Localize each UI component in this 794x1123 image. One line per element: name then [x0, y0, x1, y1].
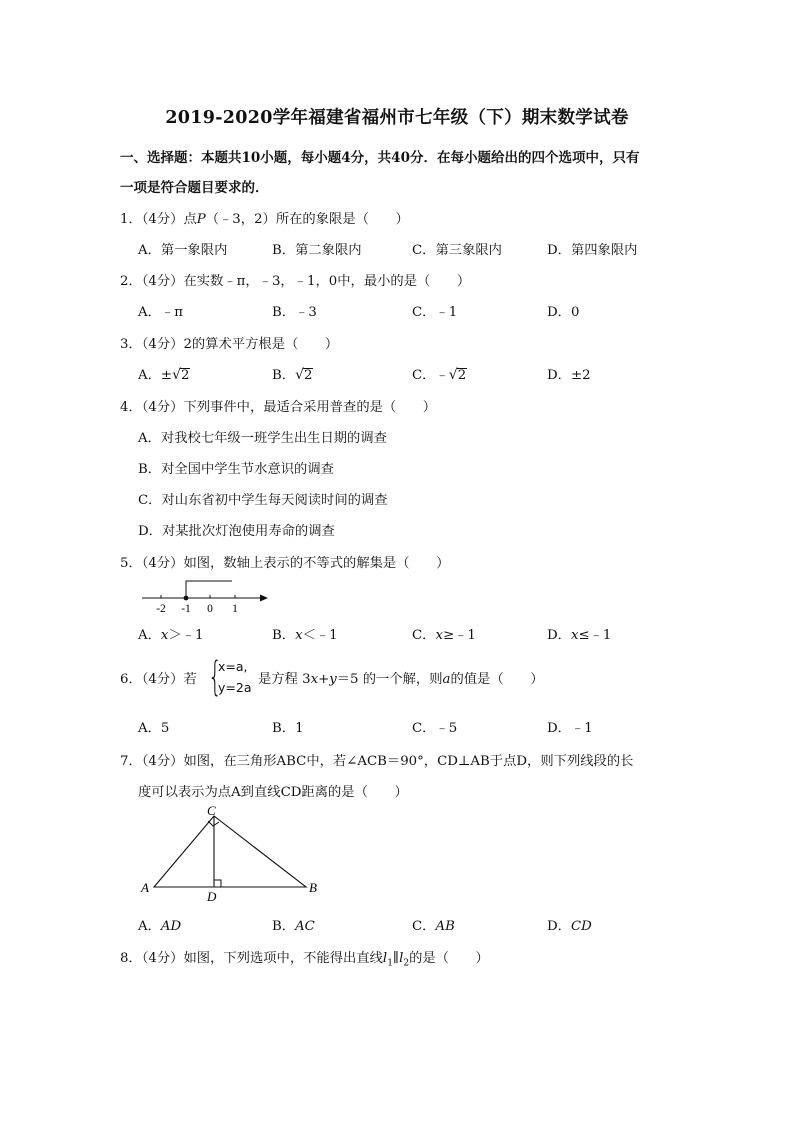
q3-c-sign: ﹣	[435, 368, 449, 383]
q8-l1: l	[382, 951, 388, 966]
q5-a-var: x	[160, 628, 169, 643]
q3-option-a	[138, 364, 190, 383]
q4-option-d: D．对某批次灯泡使用寿命的调查	[138, 524, 335, 539]
q5-c-rel: ≥﹣1	[442, 628, 476, 643]
q7-b-label: B．	[272, 919, 296, 934]
q3-a-sign: ±	[160, 368, 173, 383]
q6-option-d: D．﹣1	[547, 721, 593, 736]
page-title: 2019-2020学年福建省福州市七年级（下）期末数学试卷	[165, 108, 629, 128]
q3-a-label: A．	[138, 368, 161, 383]
q6-mid: 是方程 3	[258, 672, 311, 687]
q6-stem-rest	[258, 668, 544, 687]
q3-b-label: B．	[272, 368, 296, 383]
q5-option-c	[412, 624, 476, 643]
q8-sub1: 1	[387, 958, 393, 969]
triangle-figure	[136, 804, 326, 904]
section-heading-line2: 一项是符合题目要求的．	[120, 180, 269, 196]
q4-option-a: A．对我校七年级一班学生出生日期的调查	[138, 431, 387, 446]
q1-option-b: B．第二象限内	[272, 243, 362, 258]
triangle-abc	[154, 816, 306, 887]
q1-prefix: 1．（4分）点	[120, 212, 197, 227]
q3-option-d: D．±2	[547, 368, 591, 383]
equation-line-1: x=a,	[218, 659, 248, 674]
solution-ray	[186, 581, 232, 598]
q6-stem-prefix: 6．（4分）若	[120, 672, 197, 687]
q3-c-label: C．	[412, 368, 436, 383]
q7-b-seg: AC	[295, 919, 315, 934]
equation-system	[208, 654, 260, 700]
q2-option-b: B．﹣3	[272, 305, 317, 320]
q3-b-radicand: 2	[304, 368, 313, 383]
q6-plus: +	[318, 672, 330, 687]
q2-option-a: A．﹣π	[138, 305, 183, 320]
q6-y: y	[329, 672, 337, 687]
question-2-stem: 2．（4分）在实数﹣π，﹣3，﹣1，0中，最小的是（ ）	[120, 274, 471, 289]
right-angle-mark-d	[214, 880, 221, 887]
question-7-line2: 度可以表示为点A到直线CD距离的是（ ）	[138, 785, 408, 800]
q2-option-c: C．﹣1	[412, 305, 458, 320]
q7-d-label: D．	[547, 919, 571, 934]
q6-option-a: A．5	[138, 721, 170, 736]
q1-option-a: A．第一象限内	[138, 243, 228, 258]
q4-option-b: B．对全国中学生节水意识的调查	[138, 462, 334, 477]
q7-c-label: C．	[412, 919, 436, 934]
q5-c-var: x	[435, 628, 443, 643]
q5-d-var: x	[570, 628, 579, 643]
q4-option-c: C．对山东省初中学生每天阅读时间的调查	[138, 493, 388, 508]
q5-a-label: A．	[138, 628, 161, 643]
solid-endpoint	[184, 596, 189, 601]
q7-option-a	[138, 915, 181, 934]
q1-option-c: C．第三象限内	[412, 243, 502, 258]
q7-d-seg: CD	[570, 919, 592, 934]
question-4-stem: 4．（4分）下列事件中，最适合采用普查的是（ ）	[120, 400, 437, 415]
sqrt-symbol: √	[295, 367, 304, 383]
q8-prefix: 8．（4分）如图，下列选项中，不能得出直线	[120, 951, 383, 966]
q1-point: P	[196, 212, 206, 227]
q5-d-rel: ≤﹣1	[578, 628, 612, 643]
equation-line-2: y=2a	[218, 680, 252, 695]
q5-b-var: x	[295, 628, 303, 643]
q3-option-b	[272, 364, 313, 383]
q8-parallel: ∥	[392, 951, 400, 966]
q3-c-radicand: 2	[457, 368, 467, 383]
q7-c-seg: AB	[435, 919, 455, 934]
left-brace-icon: {	[208, 654, 222, 700]
q6-mid2: ＝5 的一个解，则	[336, 672, 443, 687]
q6-a: a	[442, 672, 451, 687]
q5-d-label: D．	[547, 628, 571, 643]
q3-option-c	[412, 364, 467, 383]
section-heading-line1: 一、选择题：本题共10小题，每小题4分，共40分．在每小题给出的四个选项中，只有	[120, 150, 640, 166]
q5-b-label: B．	[272, 628, 296, 643]
tick-label-neg1: -1	[181, 603, 191, 615]
vertex-label-c: C	[207, 804, 216, 818]
tick-label-1: 1	[232, 603, 238, 615]
q8-suffix: 的是（ ）	[409, 951, 489, 966]
q7-a-label: A．	[138, 919, 161, 934]
tick-label-neg2: -2	[156, 603, 166, 615]
question-5-stem: 5．（4分）如图，数轴上表示的不等式的解集是（ ）	[120, 556, 450, 571]
q6-x: x	[310, 672, 319, 687]
vertex-label-b: B	[309, 880, 317, 895]
q7-option-b	[272, 915, 315, 934]
q1-suffix: （﹣3，2）所在的象限是（ ）	[205, 212, 409, 227]
question-7-line1: 7．（4分）如图，在三角形ABC中，若∠ACB＝90°，CD⊥AB于点D，则下列线段的长	[120, 754, 634, 769]
tick-label-0: 0	[207, 603, 213, 615]
q5-option-b	[272, 624, 338, 643]
q5-a-rel: ＞﹣1	[168, 628, 204, 643]
q7-option-d	[547, 915, 592, 934]
q7-a-seg: AD	[160, 919, 182, 934]
question-3-stem: 3．（4分）2的算术平方根是（ ）	[120, 337, 339, 352]
number-line-arrow	[260, 595, 268, 602]
q6-option-b: B．1	[272, 721, 304, 736]
question-8-stem	[120, 947, 489, 969]
sqrt-symbol: √	[448, 367, 458, 383]
q5-b-rel: ＜﹣1	[302, 628, 338, 643]
q5-c-label: C．	[412, 628, 436, 643]
q1-option-d: D．第四象限内	[547, 243, 638, 258]
question-1-stem	[120, 208, 409, 227]
vertex-label-a: A	[141, 880, 149, 895]
q3-a-radicand: 2	[180, 368, 190, 383]
q5-option-d	[547, 624, 611, 643]
vertex-label-d: D	[207, 889, 217, 904]
number-line-figure	[136, 578, 272, 616]
q8-sub2: 2	[403, 958, 410, 969]
q2-option-d: D．0	[547, 305, 580, 320]
q8-l2: l	[399, 951, 404, 966]
q6-option-c: C．﹣5	[412, 721, 458, 736]
q6-suffix: 的值是（ ）	[450, 672, 544, 687]
q7-option-c	[412, 915, 455, 934]
q5-option-a	[138, 624, 203, 643]
sqrt-symbol: √	[172, 367, 181, 383]
